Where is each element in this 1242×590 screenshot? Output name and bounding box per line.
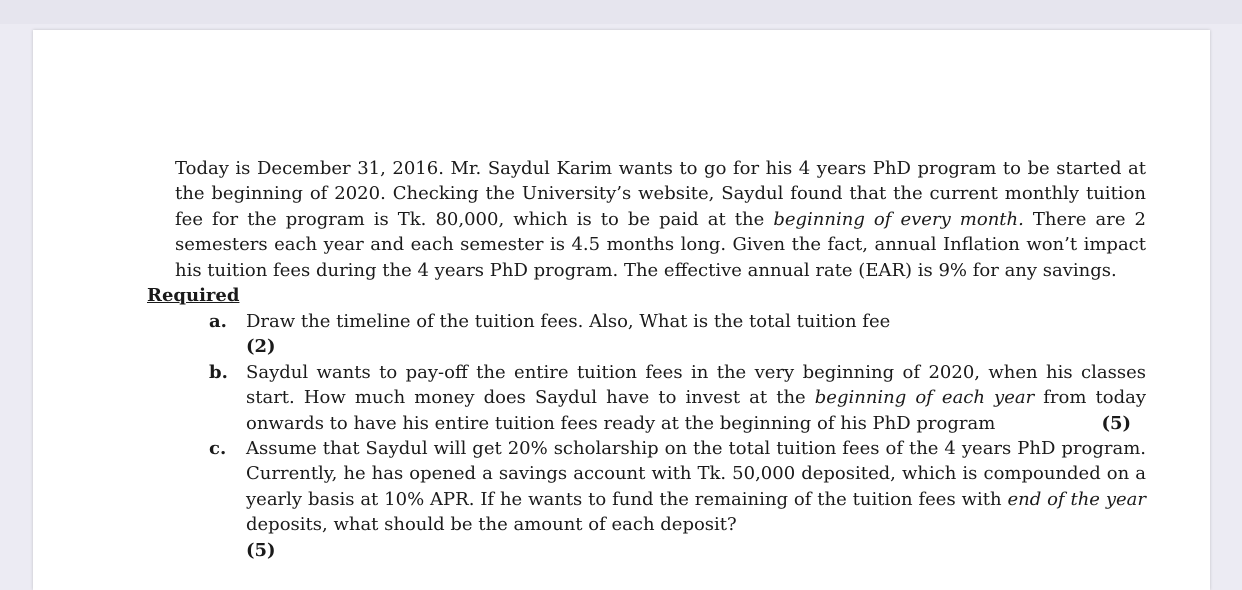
question-b-text-2: beginning of each year	[814, 387, 1035, 409]
question-list	[205, 309, 1146, 563]
question-c-text	[246, 436, 1146, 538]
question-b-text-1: Saydul wants to pay-off the entire tuition fees in the very beginning of 2020, when his classes start. How much money does Saydul have to invest at the	[246, 361, 1146, 409]
document-page	[33, 30, 1210, 590]
question-b-marker: b.	[209, 361, 228, 383]
question-a-text	[246, 309, 1146, 334]
intro-text-1: Today is December 31, 2016. Mr. Saydul Karim wants to go for his 4 years PhD program to be started at the beginning of 2020. Checking the University’s website, Saydul found that the current monthly tuition fee for the program is Tk. 80,000, which is to be paid at the	[175, 158, 1146, 230]
question-b-text-3: from today onwards to have his entire tuition fees ready at the beginning of his PhD program	[246, 387, 1147, 434]
question-a-text-1: Draw the timeline of the tuition fees. Also, What is the total tuition fee	[246, 311, 891, 332]
question-b-marks: (5)	[1101, 412, 1131, 434]
question-b-text	[246, 360, 1146, 436]
question-c-marker: c.	[209, 438, 227, 460]
question-c	[205, 436, 1146, 563]
intro-text-3: There are 2 semesters each year and each semester is 4.5 months long. Given the fact, annual Inflation won’t impact his tuition fees during the 4 years PhD program. The effective annual rate (EAR) is 9% for any savings.	[175, 208, 1146, 281]
question-b	[205, 360, 1146, 436]
top-toolbar-strip	[0, 0, 1242, 24]
question-c-marks: (5)	[246, 539, 276, 561]
question-a	[205, 309, 1146, 360]
question-c-text-2: end of the year	[1007, 488, 1146, 510]
question-c-text-1: Assume that Saydul will get 20% scholarship on the total tuition fees of the 4 years PhD program. Currently, he has opened a savings account with Tk. 50,000 deposited, which is compounded on a yearly basis at 10% APR. If he wants to fund the remaining of the tuition fees with	[246, 438, 1146, 510]
required-heading: Required	[147, 285, 240, 306]
intro-text-2: beginning of every month.	[773, 208, 1024, 230]
question-c-text-3: deposits, what should be the amount of each deposit?	[246, 514, 737, 536]
intro-paragraph	[175, 156, 1146, 283]
question-a-marks: (2)	[246, 336, 276, 358]
question-a-marker: a.	[209, 311, 227, 332]
